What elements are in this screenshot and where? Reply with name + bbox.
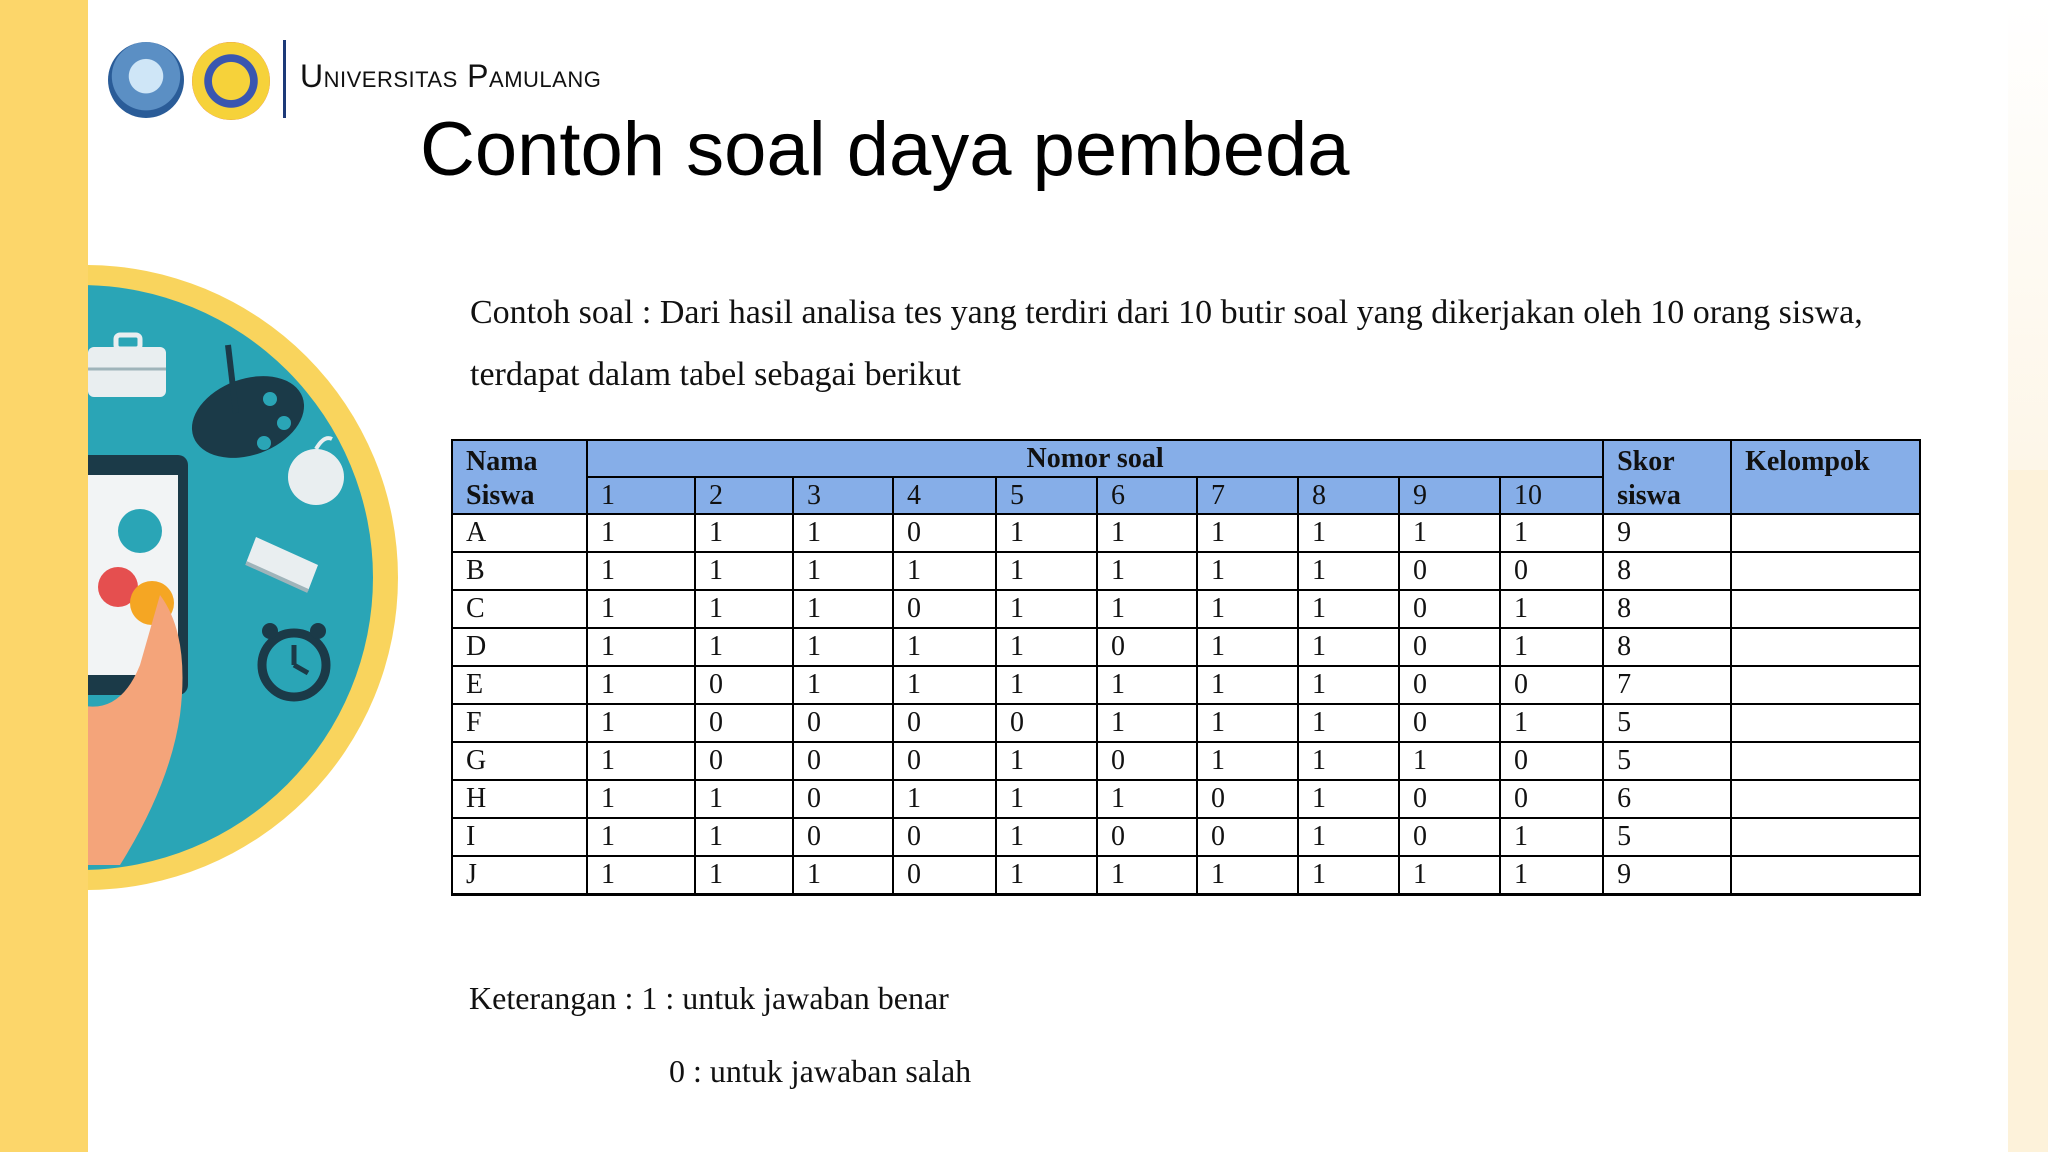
answer-cell: 1 [1298,780,1399,818]
answer-cell: 1 [1298,704,1399,742]
answer-cell: 1 [587,666,695,704]
answer-cell: 1 [793,514,893,552]
answer-cell: 0 [1399,780,1500,818]
briefcase-icon [88,335,166,397]
answer-cell: 0 [893,704,996,742]
question-number-header: 3 [793,477,893,514]
answer-cell: 1 [1298,552,1399,590]
group-cell [1731,590,1920,628]
answer-cell: 0 [1399,628,1500,666]
right-decoration [2008,470,2048,1152]
answer-cell: 0 [1197,818,1298,856]
answer-cell: 1 [793,628,893,666]
answer-cell: 1 [1500,514,1603,552]
answer-cell: 1 [695,552,793,590]
student-name-cell: C [452,590,587,628]
answer-cell: 0 [1500,552,1603,590]
answer-cell: 0 [1399,818,1500,856]
answer-cell: 1 [695,818,793,856]
group-cell [1731,704,1920,742]
student-name-cell: I [452,818,587,856]
answer-cell: 1 [1197,514,1298,552]
answer-cell: 1 [695,780,793,818]
answer-cell: 1 [1298,666,1399,704]
left-accent-bar [0,0,88,1152]
student-name-cell: B [452,552,587,590]
student-name-cell: A [452,514,587,552]
student-name-cell: G [452,742,587,780]
kemdikbud-logo [108,42,184,118]
answer-cell: 1 [793,552,893,590]
student-name-cell: D [452,628,587,666]
answer-cell: 0 [893,818,996,856]
answer-cell: 0 [1500,666,1603,704]
answer-cell: 1 [587,590,695,628]
answer-cell: 1 [996,856,1097,895]
intro-text: Contoh soal : Dari hasil analisa tes yang terdiri dari 10 butir soal yang dikerjakan oleh 10 orang siswa, terdapat dalam tabel sebagai berikut [470,294,1863,393]
group-cell [1731,552,1920,590]
group-cell [1731,818,1920,856]
question-number-header: 10 [1500,477,1603,514]
answer-cell: 1 [587,856,695,895]
answer-cell: 1 [996,666,1097,704]
answer-cell: 1 [996,552,1097,590]
answer-cell: 1 [1399,514,1500,552]
answer-cell: 0 [1399,666,1500,704]
answer-cell: 1 [1298,818,1399,856]
group-cell [1731,780,1920,818]
group-cell [1731,628,1920,666]
table-row [452,514,1920,552]
question-number-header: 5 [996,477,1097,514]
answer-cell: 1 [1197,856,1298,895]
answer-cell: 0 [1399,552,1500,590]
answer-cell: 1 [1298,856,1399,895]
question-number-header: 9 [1399,477,1500,514]
table-row [452,742,1920,780]
answer-cell: 1 [996,628,1097,666]
group-cell [1731,514,1920,552]
illustration-icons [88,265,398,890]
answer-cell: 0 [695,704,793,742]
book-icon [246,537,318,591]
group-cell [1731,742,1920,780]
question-number-header: 7 [1197,477,1298,514]
answer-cell: 0 [1197,780,1298,818]
answer-cell: 1 [1298,628,1399,666]
answer-cell: 0 [1097,742,1197,780]
score-cell: 8 [1603,552,1731,590]
answer-cell: 0 [793,742,893,780]
microscope-icon [118,509,162,553]
answer-cell: 1 [996,590,1097,628]
table-row [452,856,1920,895]
table-row [452,552,1920,590]
answer-cell: 1 [1500,856,1603,895]
answer-cell: 1 [893,552,996,590]
answer-cell: 1 [1500,590,1603,628]
answer-cell: 1 [695,514,793,552]
palette-icon [181,345,316,473]
question-number-header: 6 [1097,477,1197,514]
answer-cell: 1 [1197,666,1298,704]
answer-cell: 0 [1097,818,1197,856]
answer-cell: 1 [587,818,695,856]
score-table [451,439,1921,896]
note-wrong: 0 : untuk jawaban salah [669,1053,972,1089]
header-kelompok: Kelompok [1731,440,1920,514]
score-cell: 7 [1603,666,1731,704]
answer-cell: 1 [996,514,1097,552]
answer-cell: 1 [1298,742,1399,780]
answer-cell: 0 [1399,590,1500,628]
answer-cell: 1 [1097,514,1197,552]
answer-cell: 1 [1197,590,1298,628]
table-row [452,780,1920,818]
table-row [452,818,1920,856]
note-correct: Keterangan : 1 : untuk jawaban benar [469,980,949,1016]
table-row [452,590,1920,628]
question-number-header: 8 [1298,477,1399,514]
score-cell: 9 [1603,514,1731,552]
answer-cell: 1 [1298,590,1399,628]
answer-cell: 1 [996,818,1097,856]
answer-cell: 0 [996,704,1097,742]
university-name: Universitas Pamulang [300,58,602,94]
answer-cell: 1 [1298,514,1399,552]
answer-cell: 1 [996,780,1097,818]
answer-cell: 1 [695,628,793,666]
table-row [452,628,1920,666]
answer-cell: 0 [1399,704,1500,742]
answer-cell: 0 [793,818,893,856]
student-name-cell: E [452,666,587,704]
tablet-icon [88,455,188,865]
score-cell: 8 [1603,590,1731,628]
answer-cell: 1 [695,590,793,628]
score-cell: 5 [1603,818,1731,856]
answer-cell: 0 [793,780,893,818]
question-number-header: 1 [587,477,695,514]
unpam-logo [192,42,270,120]
answer-cell: 1 [793,856,893,895]
answer-cell: 0 [893,514,996,552]
answer-cell: 1 [1500,628,1603,666]
answer-cell: 1 [893,628,996,666]
group-cell [1731,856,1920,895]
answer-cell: 0 [893,742,996,780]
score-cell: 5 [1603,742,1731,780]
education-illustration [88,265,398,890]
answer-cell: 1 [587,704,695,742]
answer-cell: 1 [893,666,996,704]
answer-cell: 0 [1500,780,1603,818]
answer-cell: 1 [587,628,695,666]
answer-cell: 1 [1197,742,1298,780]
header-skor-siswa: Skor siswa [1603,440,1731,514]
answer-cell: 1 [1197,552,1298,590]
score-cell: 5 [1603,704,1731,742]
student-name-cell: J [452,856,587,895]
answer-cell: 1 [893,780,996,818]
slide-title: Contoh soal daya pembeda [420,107,1350,192]
answer-cell: 0 [1500,742,1603,780]
answer-cell: 1 [1399,742,1500,780]
student-name-cell: H [452,780,587,818]
answer-cell: 1 [1197,628,1298,666]
answer-cell: 1 [1097,856,1197,895]
question-number-header: 4 [893,477,996,514]
header-divider [283,40,286,118]
answer-cell: 1 [587,780,695,818]
answer-cell: 1 [793,590,893,628]
answer-cell: 1 [1097,780,1197,818]
table-row [452,666,1920,704]
alarm-clock-icon [262,623,326,697]
answer-cell: 0 [695,666,793,704]
answer-cell: 1 [1097,552,1197,590]
answer-cell: 0 [893,590,996,628]
group-cell [1731,666,1920,704]
table-row [452,704,1920,742]
answer-cell: 0 [893,856,996,895]
question-number-header: 2 [695,477,793,514]
answer-cell: 1 [1500,818,1603,856]
apple-icon [288,438,344,505]
answer-cell: 1 [587,742,695,780]
answer-cell: 1 [996,742,1097,780]
answer-cell: 1 [1097,704,1197,742]
answer-cell: 0 [1097,628,1197,666]
score-cell: 6 [1603,780,1731,818]
student-name-cell: F [452,704,587,742]
answer-cell: 1 [695,856,793,895]
answer-cell: 0 [793,704,893,742]
answer-cell: 1 [587,552,695,590]
answer-cell: 1 [1500,704,1603,742]
answer-cell: 1 [1197,704,1298,742]
answer-cell: 1 [1399,856,1500,895]
answer-cell: 1 [587,514,695,552]
header-nomor-soal: Nomor soal [587,440,1603,477]
answer-cell: 1 [1097,666,1197,704]
answer-cell: 1 [793,666,893,704]
score-cell: 8 [1603,628,1731,666]
score-cell: 9 [1603,856,1731,895]
answer-cell: 0 [695,742,793,780]
answer-cell: 1 [1097,590,1197,628]
header-nama-siswa: Nama Siswa [452,440,587,514]
right-decoration-top [2008,0,2048,470]
